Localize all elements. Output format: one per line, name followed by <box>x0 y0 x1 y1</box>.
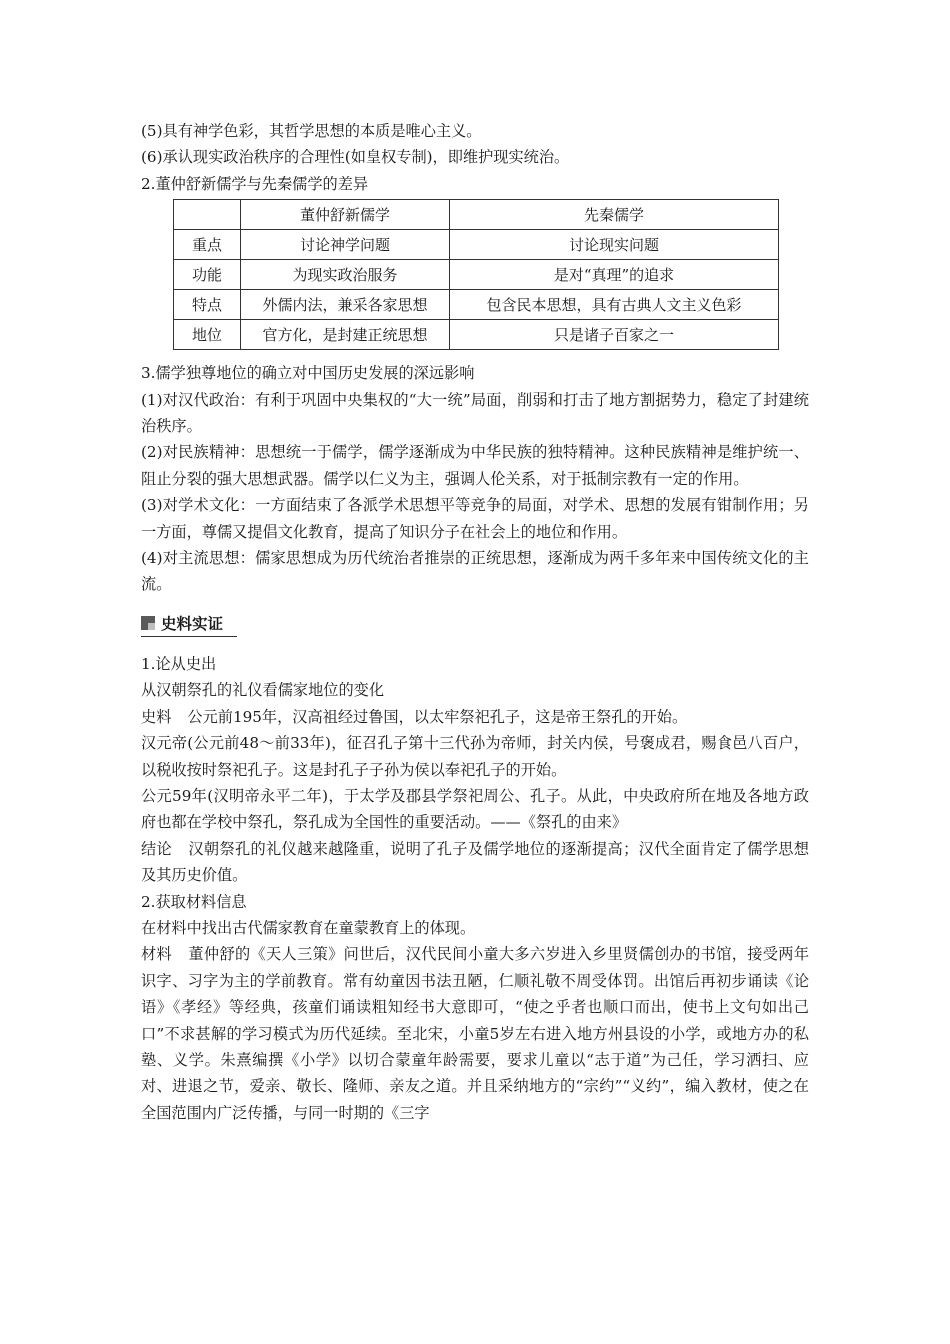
table-row <box>174 230 779 260</box>
source-label: 史料 <box>141 707 172 726</box>
section-square-icon <box>141 616 155 630</box>
influence-point-3: (3)对学术文化：一方面结束了各派学术思想平等竞争的局面，对学术、思想的发展有钳制作用；另一方面，尊儒又提倡文化教育，提高了知识分子在社会上的地位和作用。 <box>141 496 809 541</box>
table-row <box>174 320 779 350</box>
table-cell: 讨论现实问题 <box>450 230 779 260</box>
table-cell: 外儒内法，兼采各家思想 <box>241 290 450 320</box>
section-title: 史料实证 <box>161 614 224 633</box>
table-header-row <box>174 200 779 230</box>
source-paragraph-2: 汉元帝(公元前48～前33年)，征召孔子第十三代孙为帝师，封关内侯，号褒成君，赐食邑八百户，以税收按时祭祀孔子。这是封孔子子孙为侯以奉祀孔子的开始。 <box>141 734 809 779</box>
table-cell: 地位 <box>174 320 241 350</box>
item-6: (6)承认现实政治秩序的合理性(如皇权专制)，即维护现实统治。 <box>141 148 570 167</box>
comparison-table <box>173 199 779 350</box>
table-cell: 为现实政治服务 <box>241 260 450 290</box>
table-cell: 官方化，是封建正统思想 <box>241 320 450 350</box>
table-cell: 只是诸子百家之一 <box>450 320 779 350</box>
section-header <box>141 612 237 637</box>
table-cell: 重点 <box>174 230 241 260</box>
material-paragraph <box>141 941 809 1126</box>
table-cell: 包含民本思想，具有古典人文主义色彩 <box>450 290 779 320</box>
source-paragraph-3: 公元59年(汉明帝永平二年)，于太学及郡县学祭祀周公、孔子。从此，中央政府所在地及各地方政府也都在学校中祭孔，祭孔成为全国性的重要活动。——《祭孔的由来》 <box>141 786 809 832</box>
source-paragraph <box>141 704 809 730</box>
table-header-cell: 董仲舒新儒学 <box>241 200 450 230</box>
part2-heading: 2.获取材料信息 <box>141 892 247 911</box>
table-cell: 是对“真理”的追求 <box>450 260 779 290</box>
part1-subtitle: 从汉朝祭孔的礼仪看儒家地位的变化 <box>141 681 384 700</box>
table-cell: 讨论神学问题 <box>241 230 450 260</box>
document-page <box>141 118 809 1126</box>
conclusion-label: 结论 <box>141 839 173 858</box>
influence-point-2: (2)对民族精神：思想统一于儒学，儒学逐渐成为中华民族的独特精神。这种民族精神是维护统一、阻止分裂的强大思想武器。儒学以仁义为主，强调人伦关系，对于抵制宗教有一定的作用。 <box>141 443 809 488</box>
source-text: 公元前195年，汉高祖经过鲁国，以太牢祭祀孔子，这是帝王祭孔的开始。 <box>187 707 688 726</box>
part1-heading: 1.论从史出 <box>141 654 217 673</box>
material-label: 材料 <box>141 945 173 964</box>
table-row <box>174 290 779 320</box>
table-cell: 功能 <box>174 260 241 290</box>
item-5: (5)具有神学色彩，其哲学思想的本质是唯心主义。 <box>141 122 482 140</box>
comparison-heading: 2.董仲舒新儒学与先秦儒学的差异 <box>141 174 369 193</box>
influence-heading: 3.儒学独尊地位的确立对中国历史发展的深远影响 <box>141 364 475 383</box>
part2-subtitle: 在材料中找出古代儒家教育在童蒙教育上的体现。 <box>141 918 476 937</box>
table-cell: 特点 <box>174 290 241 320</box>
material-text: 董仲舒的《天人三策》问世后，汉代民间小童大多六岁进入乡里贤儒创办的书馆，接受两年识字、习字为主的学前教育。常有幼童因书法丑陋，仁顺礼敬不周受体罚。出馆后再初步诵读《论语》《孝经》等经典，孩童们诵读粗知经书大意即可，“使之乎者也顺口而出，使书上文句如出己口”不求甚解的学习模式为历代延续。至北宋，小童5岁左右进入地方州县设的小学，或地方办的私塾、义学。朱熹编撰《小学》以切合蒙童年龄需要，要求儿童以“志于道”为己任，学习洒扫、应对、进退之节，爱亲、敬长、隆师、亲友之道。并且采纳地方的“宗约”“义约”，编入教材，使之在全国范围内广泛传播，与同一时期的《三字 <box>141 945 810 1122</box>
table-header-cell <box>174 200 241 230</box>
conclusion-text: 汉朝祭孔的礼仪越来越隆重，说明了孔子及儒学地位的逐渐提高；汉代全面肯定了儒学思想及其历史价值。 <box>141 839 810 885</box>
conclusion-paragraph <box>141 836 809 889</box>
table-header-cell: 先秦儒学 <box>450 200 779 230</box>
influence-point-1: (1)对汉代政治：有利于巩固中央集权的“大一统”局面，削弱和打击了地方割据势力，稳定了封建统治秩序。 <box>141 390 809 436</box>
influence-point-4: (4)对主流思想：儒家思想成为历代统治者推崇的正统思想，逐渐成为两千多年来中国传统文化的主流。 <box>141 549 809 594</box>
table-row <box>174 260 779 290</box>
